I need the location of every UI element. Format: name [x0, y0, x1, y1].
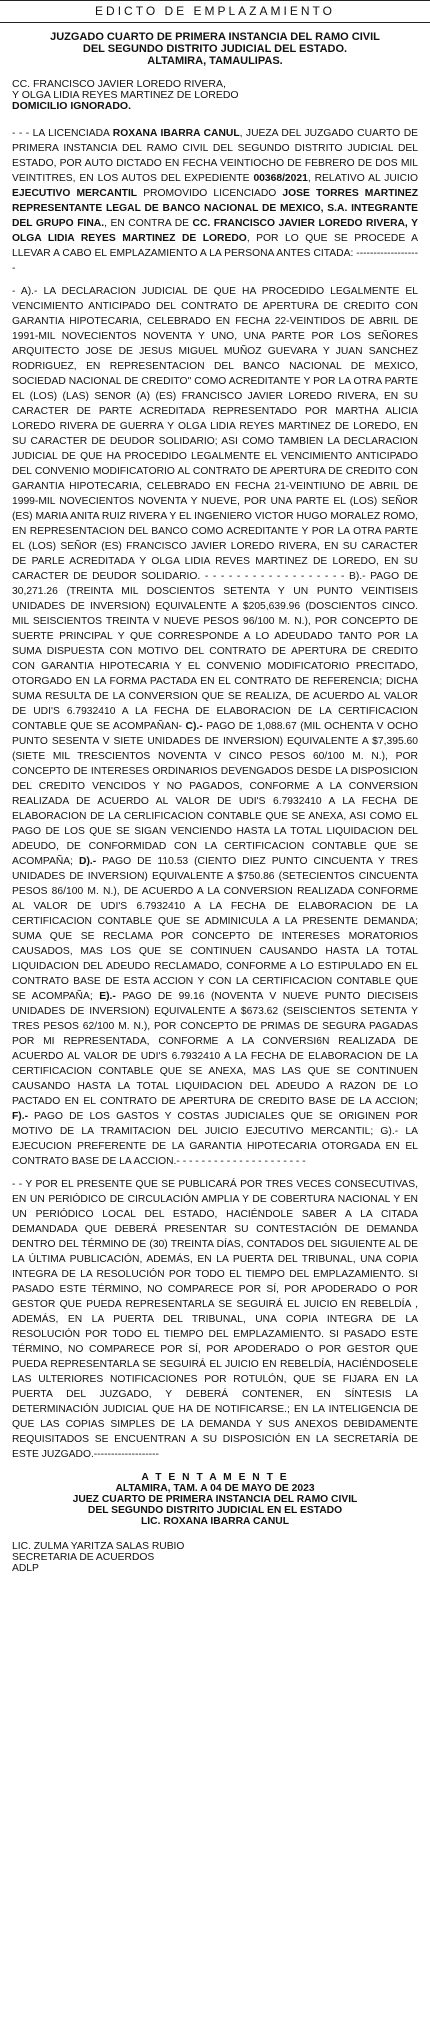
court-header-line: ALTAMIRA, TAMAULIPAS.	[147, 55, 283, 67]
claim-marker: F).-	[12, 1111, 29, 1122]
claim-marker: D).-	[79, 856, 97, 867]
edict-title: EDICTO DE EMPLAZAMIENTO	[95, 4, 335, 18]
case-type: EJECUTIVO MERCANTIL	[12, 188, 138, 199]
paragraph-summons	[12, 126, 418, 276]
paragraph-claims	[12, 284, 418, 1169]
addressee-line: Y OLGA LIDIA REYES MARTINEZ DE LOREDO	[12, 89, 239, 101]
secretary-name: LIC. ZULMA YARITZA SALAS RUBIO	[12, 1541, 185, 1552]
paragraph-publication: - - Y POR EL PRESENTE QUE SE PUBLICARÁ POR TRES VECES CONSECUTIVAS, EN UN PERIÓDICO DE CIRCULACIÓN AMPLIA Y DE COBERTURA NACIONAL Y EN UN PERIÓDICO LOCAL DEL ESTADO, HACIÉNDOLE SABER A LA CITADA DEMANDADA QUE DEBERÁ PRESENTAR SU CONTESTACIÓN DE DEMANDA DENTRO DEL TÉRMINO DE (30) TREINTA DÍAS, CONTADOS DEL SIGUIENTE AL DE LA ÚLTIMA PUBLICACIÓN, ADEMÁS, EN LA PUERTA DEL TRIBUNAL, UNA COPIA INTEGRA DE LA RESOLUCIÓN POR TODO EL TIEMPO DEL EMPLAZAMIENTO. SI PASADO ESTE TÉRMINO, NO COMPARECE POR SÍ, POR APODERADO O POR GESTOR QUE PUEDA REPRESENTARLA SE SEGUIRÁ EL JUICIO EN REBELDÍA , ADEMÁS, EN LA PUERTA DEL TRIBUNAL, UNA COPIA INTEGRA DE LA RESOLUCIÓN POR TODO EL TIEMPO DEL EMPLAZAMIENTO. SI PASADO ESTE TÉRMINO, NO COMPARECE POR SÍ, POR APODERADO O POR GESTOR QUE PUEDA REPRESENTARLA SE SEGUIRÁ EL JUICIO EN REBELDÍA, HACIÉNDOSELE LAS ULTERIORES NOTIFICACIONES POR ROTULÓN, QUE SE FIJARA EN LA PUERTA DEL JUZGADO, Y DEBERÁ CONTENER, EN SÍNTESIS LA DETERMINACIÓN JUDICIAL QUE HA DE NOTIFICARSE.; EN LA INTELIGENCIA DE QUE LAS COPIAS SIMPLES DE LA DEMANDA Y SUS ANEXOS DEBIDAMENTE REQUISITADOS SE ENCUENTRAN A SU DISPOSICIÓN EN LA SECRETARÍA DE ESTE JUZGADO.-------------------	[12, 1179, 418, 1460]
addressee-domicile: DOMICILIO IGNORADO.	[12, 100, 131, 112]
addressees	[12, 79, 418, 112]
text-run: PROMOVIDO LICENCIADO	[137, 188, 283, 199]
text-run: PAGO DE 1,088.67 (MIL OCHENTA V OCHO PUNTO SESENTA V SIETE UNIDADES DE INVERSION) EQUIVALENTE A $7,395.60 (SIETE MIL TRESCIENTOS NOVENTA V CINCO PESOS 60/100 M. N.), POR CONCEPTO DE INTERESES ORDINARIOS DEVENGADOS DESDE LA DISPOSICION DEL CREDITO VENCIDOS Y NO PAGADOS, CONFORME A LA CONVERSION REALIZADA DE ACUERDO AL VALOR DE UDI'S 6.7932410 A LA FECHA DE ELABORACION DE LA CERLIFICACION CONTABLE QUE SE ANEXA, ASI COMO EL PAGO DE LOS QUE SE SIGAN VENCIENDO HASTA LA TOTAL LIQUIDACION DEL ADEUDO, DE CONFORMIDAD CON LA CERTIFICACION CONTABLE QUE SE ACOMPAÑA;	[12, 721, 418, 867]
addressee-line: CC. FRANCISCO JAVIER LOREDO RIVERA,	[12, 78, 226, 90]
text-run: - - - LA LICENCIADA	[12, 128, 113, 139]
text-run: , RELATIVO AL JUICIO	[307, 173, 418, 184]
closing-line: ALTAMIRA, TAM. A 04 DE MAYO DE 2023	[115, 1483, 315, 1494]
title-rule	[0, 22, 430, 23]
secretary-title: SECRETARIA DE ACUERDOS	[12, 1552, 155, 1563]
closing-line: JUEZ CUARTO DE PRIMERA INSTANCIA DEL RAMO CIVIL	[72, 1494, 358, 1505]
secretary-initials: ADLP	[12, 1563, 39, 1574]
closing-signer: LIC. ROXANA IBARRA CANUL	[141, 1516, 289, 1527]
claim-marker: E).-	[99, 991, 116, 1002]
text-run: , POR LO QUE SE PROCEDE A LLEVAR A CABO EL EMPLAZAMIENTO A LA PERSONA ANTES CITADA: -------------------	[12, 233, 418, 274]
text-run: , JUEZA DEL JUZGADO CUARTO DE PRIMERA INSTANCIA DEL RAMO CIVIL DEL SEGUNDO DISTRITO JUDICIAL DEL ESTADO, POR AUTO DICTADO EN FECHA VEINTIOCHO DE FEBRERO DE DOS MIL VEINTITRES, EN LOS AUTOS DEL EXPEDIENTE	[12, 128, 418, 184]
closing-block	[12, 1472, 418, 1527]
plaintiff: JOSE TORRES MARTINEZ REPRESENTANTE LEGAL DE BANCO NACIONAL DE MEXICO, S.A. INTEGRANTE DEL GRUPO FINA.	[12, 188, 418, 229]
closing-line: DEL SEGUNDO DISTRITO JUDICIAL EN EL ESTADO	[87, 1505, 343, 1516]
text-run: PAGO DE 110.53 (CIENTO DIEZ PUNTO CINCUENTA Y TRES UNIDADES DE INVERSION) EQUIVALENTE A $750.86 (SETECIENTOS CINCUENTA PESOS 86/100 M. N.), DE ACUERDO A LA CONVERSION REALIZADA CONFORME AL VALOR DE UDI'S 6.7932410 A LA FECHA DE ELABORACION DE LA CERTIFICACION CONTABLE QUE SE ADMINICULA A LA PRESENTE DEMANDA; SUMA QUE SE RECLAMA POR CONCEPTO DE INTERESES MORATORIOS CAUSADOS, MAS LOS QUE SE CONTINUEN CAUSANDO HASTA LA TOTAL LIQUIDACION DEL ADEUDO RECLAMADO, CONFORME A LO ESTIPULADO EN EL CONTRATO BASE DE ESTA ACCION Y CON LA CERTIFICACION CONTABLE QUE SE ACOMPAÑA;	[12, 856, 418, 1002]
case-number: 00368/2021	[253, 173, 308, 184]
court-header-line: DEL SEGUNDO DISTRITO JUDICIAL DEL ESTADO.	[82, 43, 348, 55]
judge-name: ROXANA IBARRA CANUL	[112, 128, 240, 139]
claim-marker: C).-	[185, 721, 203, 732]
closing-heading: A T E N T A M E N T E	[141, 1472, 289, 1483]
court-header-line: JUZGADO CUARTO DE PRIMERA INSTANCIA DEL RAMO CIVIL	[50, 31, 380, 43]
text-run: PAGO DE LOS GASTOS Y COSTAS JUDICIALES QUE SE ORIGINEN POR MOTIVO DE LA TRAMITACION DEL JUICIO EJECUTIVO MERCANTIL; G).- LA EJECUCION PREFERENTE DE LA GARANTIA HIPOTECARIA OTORGADA EN EL CONTRATO BASE DE LA ACCION.- - - - - - - - - - - - - - - - - - - - -	[12, 1111, 418, 1167]
edict-body	[12, 126, 418, 1462]
text-run: - A).- LA DECLARACION JUDICIAL DE QUE HA PROCEDIDO LEGALMENTE EL VENCIMIENTO ANTICIPADO DEL CONTRATO DE APERTURA DE CREDITO CON GARANTIA HIPOTECARIA, CELEBRADO EN FECHA 22-VEINTIDOS DE ABRIL DE 1991-MIL NOVECIENTOS NOVENTA Y UNO, UNA PARTE POR LOS SEÑORES ARQUITECTO JOSE DE JESUS MIGUEL MUÑOZ GUEVARA Y JUAN SANCHEZ RODRIGUEZ, EN REPRESENTACION DEL BANCO NACIONAL DE MEXICO, SOCIEDAD NACIONAL DE CREDITO" COMO ACREDITANTE Y POR LA OTRA PARTE EL (LOS) (LAS) SENOR (A) (ES) FRANCISCO JAVIER LOREDO RIVERA, EN SU CARACTER DE PARTE ACREDITADA REPRESENTADO POR MARTHA ALICIA LOREDO RIVERA DE GUERRA Y OLGA LIDIA REYES MARTINEZ DE LOREDO, EN SU CARACTER DE DEUDOR SOLIDARIO; ASI COMO TAMBIEN LA DECLARACION JUDICIAL DE QUE HA PROCEDIDO LEGALMENTE EL VENCIMIENTO ANTICIPADO DEL CONVENIO MODIFICATORIO AL CONTRATO DE APERTURA DE CREDITO CON GARANTIA HIPOTECARIA, CELEBRADO EN FECHA 21-VEINTIUNO DE ABRIL DE 1999-MIL NOVECIENTOS NOVENTA Y NUEVE, POR UNA PARTE EL (LOS) SEÑOR (ES) MARIA ANITA RUIZ RIVERA Y EL INGENIERO VICTOR HUGO MORALEZ ROMO, EN REPRESENTACION DEL BANCO COMO ACREDITANTE Y POR LA OTRA PARTE EL (LOS) SEÑOR (ES) FRANCISCO JAVIER LOREDO RIVERA, EN SU CARACTER DE PARLE ACREDITADA Y OLGA LIDIA REVES MARTINEZ DE LOREDO, EN SU CARACTER DE DEUDOR SOLIDARIO. - - - - - - - - - - - - - - - - - - B).- PAGO DE 30,271.26 (TREINTA MIL DOSCIENTOS SETENTA Y UN PUNTO VEINTISEIS UNIDADES DE INVERSION) EQUIVALENTE A $205,639.96 (DOSCIENTOS CINCO. MIL SEISCIENTOS TREINTA V NUEVE PESOS 96/100 M. N.), POR CONCEPTO DE SUERTE PRINCIPAL Y QUE CORRESPONDE A LO ADEUDADO TANTO POR LA SUMA DISPUESTA CON MOTIVO DEL CONTRATO DE APERTURA DE CREDITO CON GARANTIA HIPOTECARIA Y EL CONVENIO MODIFICATORIO PRECITADO, OTORGADO EN LA FORMA PACTADA EN EL CONTRATO DE REFERENCIA; DICHA SUMA RESULTA DE LA CONVERSION QUE SE REALIZA, DE ACUERDO AL VALOR DE UDI'S 6.7932410 A LA FECHA DE ELABORACION DE LA CERTIFICACION CONTABLE QUE SE ACOMPAÑAN-	[12, 286, 418, 732]
defendants: CC. FRANCISCO JAVIER LOREDO RIVERA, Y OLGA LIDIA REYES MARTINEZ DE LOREDO	[12, 218, 418, 244]
secretary-block	[12, 1541, 418, 1574]
text-run: , EN CONTRA DE	[104, 218, 193, 229]
text-run: PAGO DE 99.16 (NOVENTA V NUEVE PUNTO DIECISEIS UNIDADES DE INVERSION) EQUIVALENTE A $673.62 (SEISCIENTOS SETENTA Y TRES PESOS 62/100 M. N.), POR CONCEPTO DE PRIMAS DE SEGURA PAGADAS POR MI REPRESENTADA, CONFORME A LA CONVERSI6N REALIZADA DE ACUERDO AL VALOR DE UDI'S 6.7932410 A LA FECHA DE ELABORACION DE LA CERTIFICACION CONTABLE QUE SE ANEXA, MAS LAS QUE SE CONTINUEN CAUSANDO HASTA LA TOTAL LIQUIDACION DEL ADEUDO A RAZON DE LO PACTADO EN EL CONTRATO DE APERTURA DE CREDITO BASE DE LA ACCION;	[12, 991, 418, 1107]
court-header	[12, 31, 418, 67]
